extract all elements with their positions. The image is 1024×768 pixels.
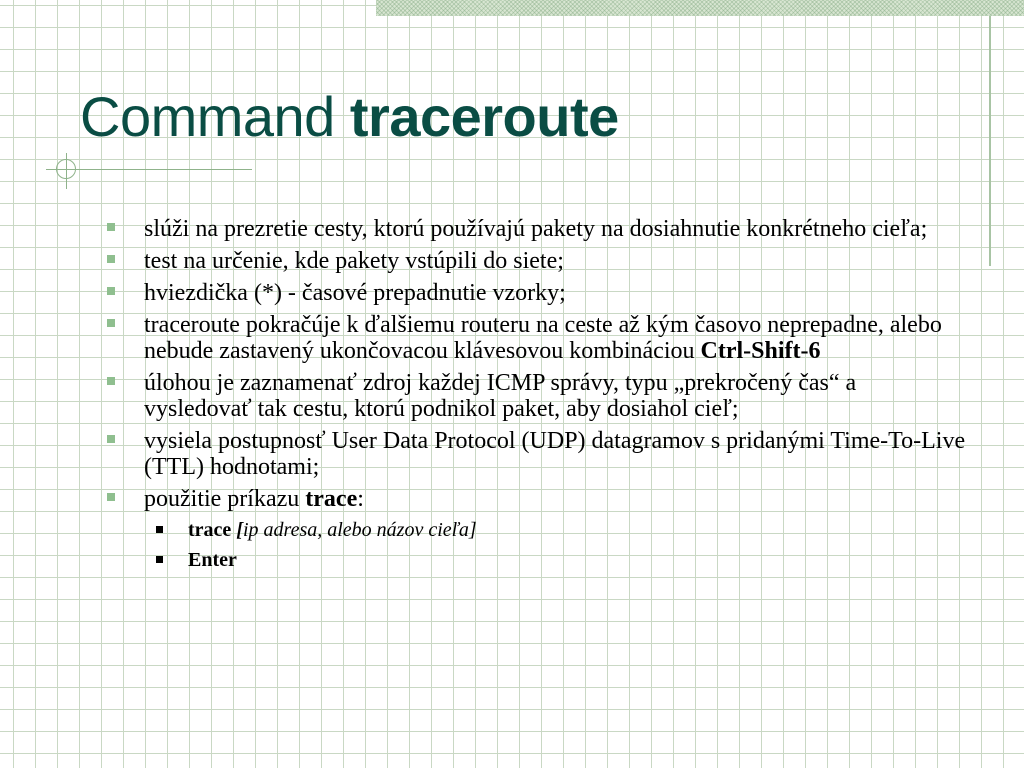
square-bullet-icon [107,377,115,385]
bullet-bold-text: Ctrl-Shift-6 [700,338,821,364]
bullet-text: úlohou je zaznamenať zdroj každej ICMP správy, typu „prekročený čas“ a vysledovať tak cestu, ktorú podnikol paket, aby dosiahol cieľ; [144,370,857,422]
bullet-item [106,248,966,274]
square-bullet-icon [107,223,115,231]
sub-bullet-bold-text: trace [188,519,237,541]
title-bold: traceroute [349,85,619,148]
square-bullet-icon [107,287,115,295]
bullet-item [106,280,966,306]
slide-title [80,84,619,149]
bullet-item [106,312,966,364]
bullet-text: použitie príkazu [144,486,306,512]
bullet-item [106,216,966,242]
bullet-list [106,216,966,578]
square-bullet-icon [107,255,115,263]
bullet-text: traceroute pokračúje k ďalšiemu routeru na ceste až kým časovo neprepadne, alebo nebude zastavený ukončovacou klávesovou kombináciou [144,312,942,364]
sub-bullet-bold-text: Enter [188,549,237,571]
sub-bullet-list [144,518,966,572]
bullet-text: vysiela postupnosť User Data Protocol (UDP) datagramov s pridanými Time-To-Live (TTL) hodnotami; [144,428,966,480]
bullet-text: hviezdička (*) - časové prepadnutie vzorky; [144,280,566,306]
bullet-bold-text: trace [305,486,358,512]
crosshair-line [66,153,67,189]
sub-bullet-bold-italic-text: [ [236,519,243,541]
sub-bullet-item [144,548,966,572]
sub-bullet-italic-text: ip adresa, alebo názov cieľa] [242,519,477,541]
bullet-text: test na určenie, kde pakety vstúpili do siete; [144,248,564,274]
bullet-item [106,486,966,572]
square-bullet-icon [107,493,115,501]
sub-bullet-item [144,518,966,542]
title-regular: Command [80,85,350,148]
bullet-text: slúži na prezretie cesty, ktorú používajú pakety na dosiahnutie konkrétneho cieľa; [144,216,928,242]
bullet-item [106,370,966,422]
square-sub-bullet-icon [156,556,163,563]
right-decorative-line [989,16,991,266]
top-decorative-band [376,0,1024,16]
square-bullet-icon [107,319,115,327]
title-underline [46,169,252,170]
bullet-suffix: : [357,486,364,512]
square-bullet-icon [107,435,115,443]
bullet-item [106,428,966,480]
square-sub-bullet-icon [156,526,163,533]
